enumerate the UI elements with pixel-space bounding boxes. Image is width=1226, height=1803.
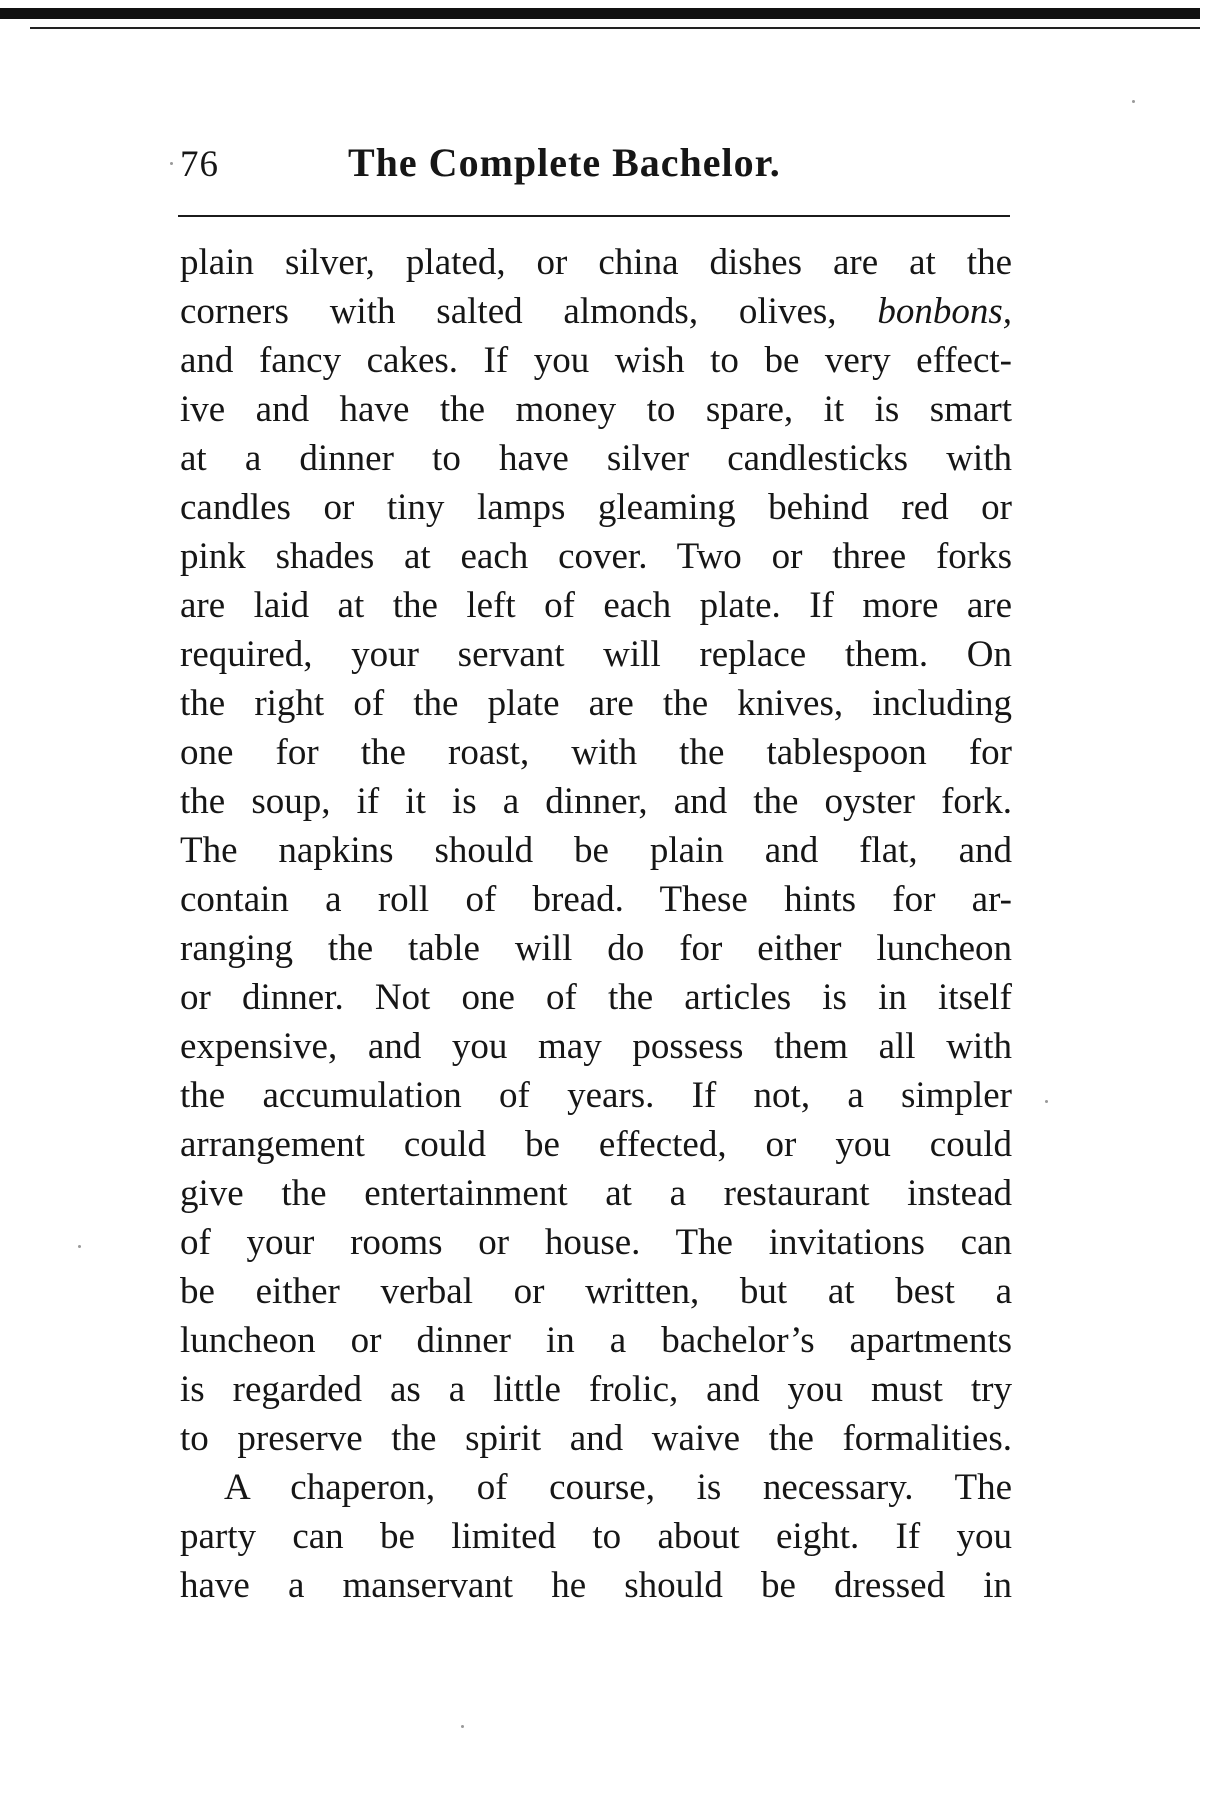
text-line: are laid at the left of each plate. If more are: [180, 585, 1012, 626]
body-text: [180, 238, 1012, 1610]
page-speck: [170, 162, 173, 165]
text-line: luncheon or dinner in a bachelor’s apartments: [180, 1320, 1012, 1361]
text-line: expensive, and you may possess them all with: [180, 1026, 1012, 1067]
header-rule: [178, 215, 1010, 217]
running-head: [180, 134, 1010, 194]
text-line: candles or tiny lamps gleaming behind red or: [180, 487, 1012, 528]
text-line: ranging the table will do for either luncheon: [180, 928, 1012, 969]
text-line: give the entertainment at a restaurant instead: [180, 1173, 1012, 1214]
text-line: of your rooms or house. The invitations can: [180, 1222, 1012, 1263]
text-line: or dinner. Not one of the articles is in itself: [180, 977, 1012, 1018]
text-line: The napkins should be plain and flat, and: [180, 830, 1012, 871]
paragraph-start-line: A chaperon, of course, is necessary. The: [224, 1467, 1012, 1508]
text-line: ive and have the money to spare, it is smart: [180, 389, 1012, 430]
text-line: have a manservant he should be dressed in: [180, 1565, 1012, 1606]
text-line: is regarded as a little frolic, and you must try: [180, 1369, 1012, 1410]
text-line: the accumulation of years. If not, a simpler: [180, 1075, 1012, 1116]
text-line: [180, 287, 1012, 336]
text-line: arrangement could be effected, or you could: [180, 1124, 1012, 1165]
text-line: plain silver, plated, or china dishes are at the: [180, 242, 1012, 283]
page-speck: [1132, 100, 1135, 103]
page-speck: [1045, 1100, 1048, 1103]
text-line: contain a roll of bread. These hints for ar-: [180, 879, 1012, 920]
page-number: 76: [180, 144, 219, 185]
text-line-segment: corners with salted almonds, olives,: [180, 291, 837, 332]
text-line: be either verbal or written, but at best a: [180, 1271, 1012, 1312]
text-line: one for the roast, with the tablespoon for: [180, 732, 1012, 773]
text-line: pink shades at each cover. Two or three forks: [180, 536, 1012, 577]
top-border-thin-rule: [30, 27, 1200, 29]
text-line: party can be limited to about eight. If you: [180, 1516, 1012, 1557]
book-title: The Complete Bachelor.: [348, 140, 781, 185]
italic-word: bonbons,: [877, 291, 1012, 332]
page-speck: [461, 1725, 464, 1728]
page-speck: [78, 1245, 81, 1248]
text-line: and fancy cakes. If you wish to be very effect-: [180, 340, 1012, 381]
text-line: the soup, if it is a dinner, and the oyster fork.: [180, 781, 1012, 822]
top-border-rule: [0, 8, 1200, 19]
text-line: to preserve the spirit and waive the formalities.: [180, 1418, 1012, 1459]
text-line: at a dinner to have silver candlesticks with: [180, 438, 1012, 479]
text-line: required, your servant will replace them. On: [180, 634, 1012, 675]
text-line: the right of the plate are the knives, including: [180, 683, 1012, 724]
